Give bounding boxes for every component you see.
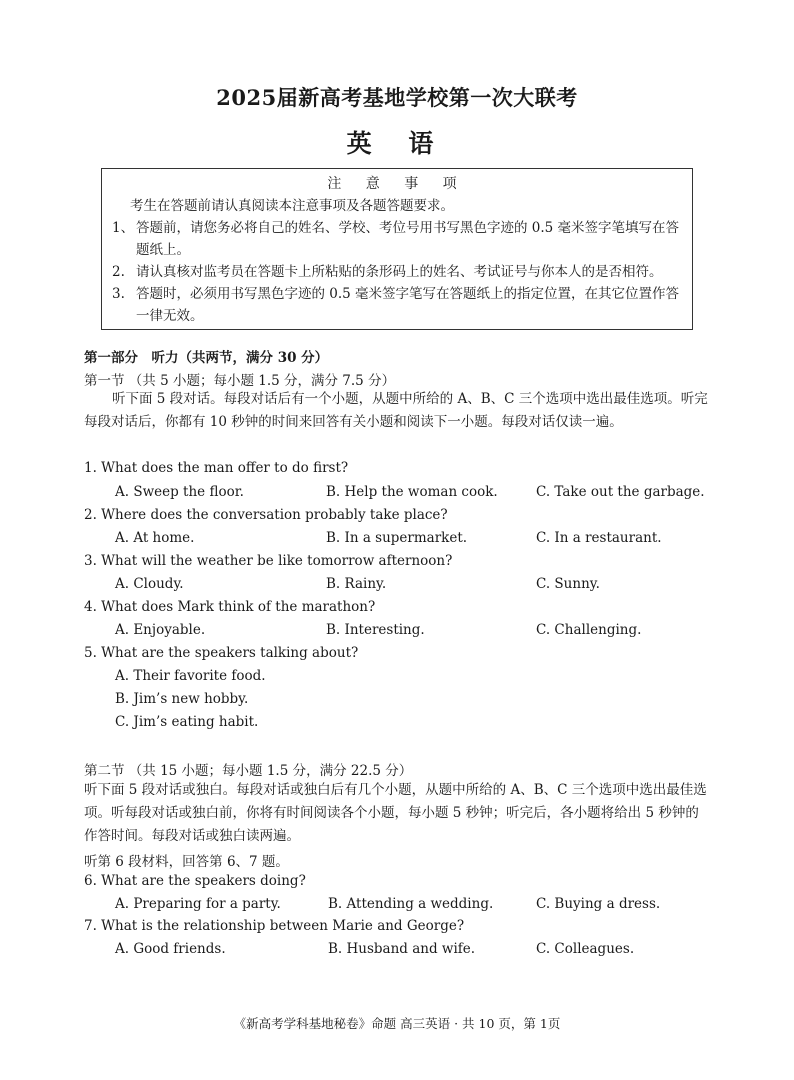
option-c: C. Challenging. (536, 622, 642, 638)
option-b: B. Help the woman cook. (326, 484, 498, 500)
option-a: A. At home. (115, 530, 195, 546)
part1-heading: 第一部分 听力（共两节，满分 30 分） (84, 350, 329, 366)
question-stem: 3. What will the weather be like tomorrow afternoon? (84, 553, 453, 569)
option-b: B. Husband and wife. (328, 941, 476, 957)
page-footer: 《新高考学科基地秘卷》命题 高三英语 · 共 10 页，第 1页 (233, 1016, 561, 1031)
option-b: B. In a supermarket. (326, 530, 468, 546)
notice-item-text: 答题时，必须用书写黑色字迹的 0.5 毫米签字笔写在答题纸上的指定位置，在其它位置作答一律无效。 (136, 286, 680, 324)
notice-item-number: 3. (112, 286, 125, 302)
option-a: A. Preparing for a party. (115, 896, 281, 912)
option-c: C. Colleagues. (536, 941, 635, 957)
option-c: C. Sunny. (536, 576, 600, 592)
option-b: B. Interesting. (326, 622, 425, 638)
exam-title: 2025届新高考基地学校第一次大联考 (216, 85, 578, 110)
option-a: A. Cloudy. (115, 576, 184, 592)
question-stem: 1. What does the man offer to do first? (84, 460, 349, 476)
notice-item-number: 2. (112, 264, 125, 280)
option-c: C. Jim’s eating habit. (115, 714, 259, 730)
notice-item-text: 请认真核对监考员在答题卡上所粘贴的条形码上的姓名、考试证号与你本人的是否相符。 (136, 264, 663, 280)
section2-heading: 第二节 （共 15 小题；每小题 1.5 分，满分 22.5 分） (84, 763, 413, 779)
option-c: C. Take out the garbage. (536, 484, 705, 500)
option-a: A. Good friends. (115, 941, 226, 957)
question-stem: 7. What is the relationship between Marie and George? (84, 918, 465, 934)
question-stem: 4. What does Mark think of the marathon? (84, 599, 376, 615)
notice-item (112, 217, 682, 261)
option-c: C. In a restaurant. (536, 530, 662, 546)
section1-heading: 第一节 （共 5 小题；每小题 1.5 分，满分 7.5 分） (84, 373, 396, 389)
option-a: A. Enjoyable. (115, 622, 206, 638)
option-b: B. Rainy. (326, 576, 387, 592)
question-stem: 2. Where does the conversation probably take place? (84, 507, 448, 523)
question-stem: 6. What are the speakers doing? (84, 873, 306, 889)
option-b: B. Jim’s new hobby. (115, 691, 249, 707)
option-a: A. Their favorite food. (115, 668, 266, 684)
section2-instructions: 听下面 5 段对话或独白。每段对话或独白后有几个小题，从题中所给的 A、B、C 三个选项中选出最佳选项。听每段对话或独白前，你将有时间阅读各个小题，每小题 5 秒钟；听完后，各小题将给出 5 秒钟的作答时间。每段对话或独白读两遍。 (84, 782, 707, 844)
notice-box (101, 168, 693, 330)
notice-title: 注 意 事 项 (327, 176, 467, 192)
material-note: 听第 6 段材料，回答第 6、7 题。 (84, 854, 289, 870)
notice-item-number: 1、 (112, 220, 135, 236)
notice-item-text: 答题前，请您务必将自己的姓名、学校、考位号用书写黑色字迹的 0.5 毫米签字笔填写在答题纸上。 (136, 220, 680, 258)
question-stem: 5. What are the speakers talking about? (84, 645, 359, 661)
notice-item (112, 283, 682, 327)
option-a: A. Sweep the floor. (115, 484, 244, 500)
notice-item (112, 261, 682, 283)
subject-title: 英 语 (346, 129, 448, 158)
option-b: B. Attending a wedding. (328, 896, 494, 912)
notice-intro: 考生在答题前请认真阅读本注意事项及各题答题要求。 (130, 198, 454, 214)
section1-instructions: 听下面 5 段对话。每段对话后有一个小题，从题中所给的 A、B、C 三个选项中选出最佳选项。听完每段对话后，你都有 10 秒钟的时间来回答有关小题和阅读下一小题。每段对话仅读一遍。 (84, 391, 708, 430)
option-c: C. Buying a dress. (536, 896, 661, 912)
